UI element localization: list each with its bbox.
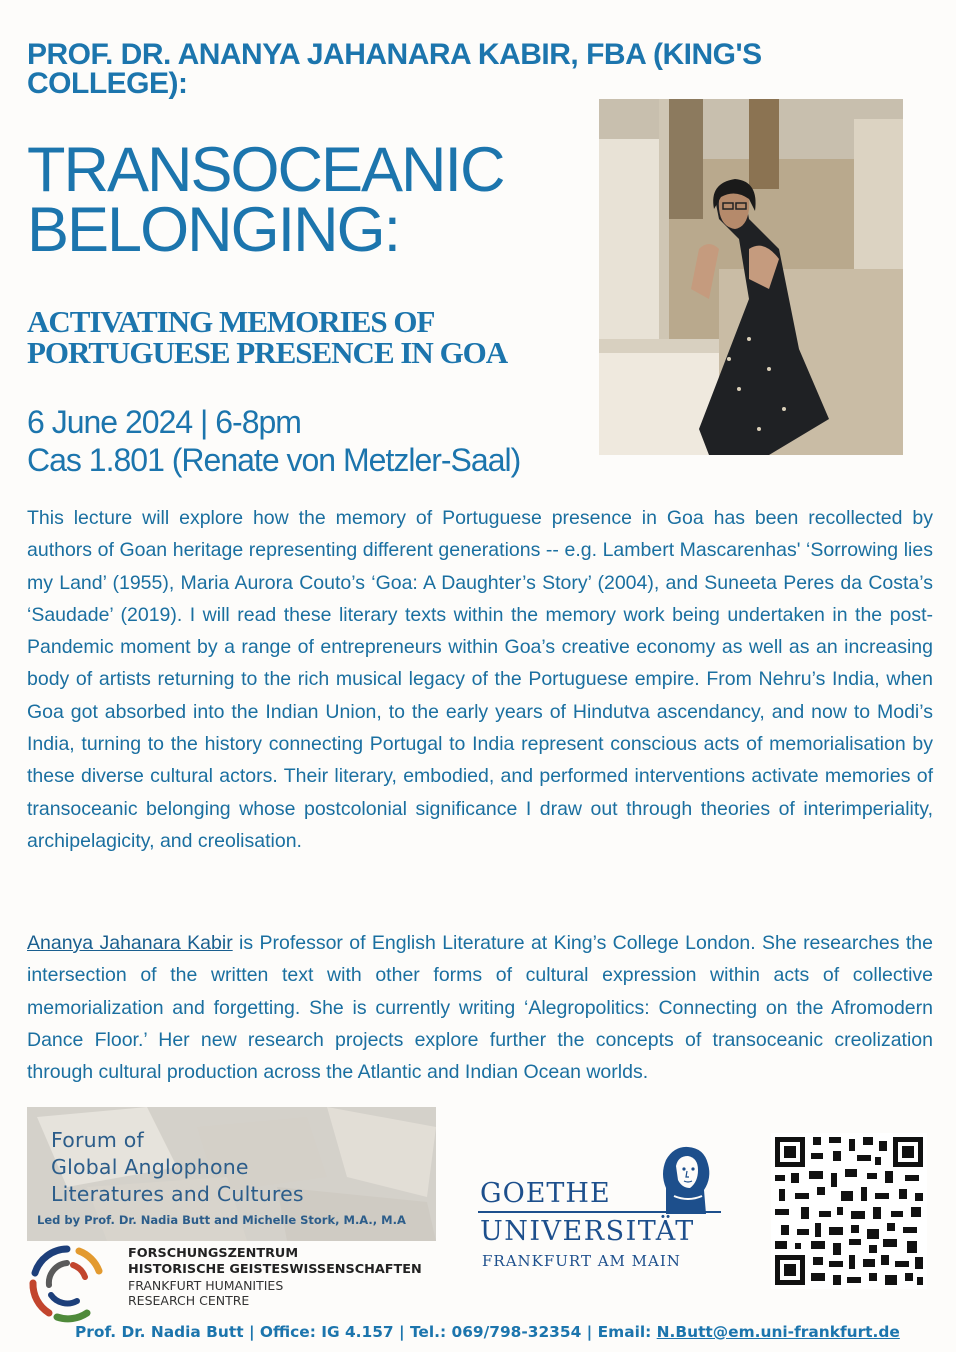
subtitle-line-2: PORTUGUESE PRESENCE IN GOA xyxy=(27,335,508,370)
speaker-name-link[interactable]: Ananya Jahanara Kabir xyxy=(27,932,233,954)
goethe-divider xyxy=(478,1211,721,1213)
title-line-2: BELONGING: xyxy=(27,195,400,265)
research-centre-name xyxy=(128,1246,422,1308)
title-line-1: TRANSOCEANIC xyxy=(27,135,504,205)
forum-title-line-2: Global Anglophone xyxy=(51,1155,249,1179)
goethe-university-logo xyxy=(478,1140,723,1280)
research-centre-line-3: FRANKFURT HUMANITIES xyxy=(128,1278,284,1293)
research-centre-logo-icon xyxy=(27,1243,107,1323)
research-centre-line-2: HISTORISCHE GEISTESWISSENSCHAFTEN xyxy=(128,1262,422,1277)
goethe-portrait-icon xyxy=(654,1144,716,1214)
speaker-heading: PROF. DR. ANANYA JAHANARA KABIR, FBA (KING'S COLLEGE): xyxy=(27,38,762,100)
event-details xyxy=(27,403,587,479)
lecture-abstract: This lecture will explore how the memory of Portuguese presence in Goa has been recollected by authors of Goan heritage representing different generations -- e.g. Lambert Mascarenhas' ‘Sorrowing lies my Land’ (1955), Maria Aurora Couto’s ‘Goa: A Daughter’s Story’ (2004), and Suneeta Peres da Costa’s ‘Saudade’ (2019). I will read these literary texts within the memory work being undertaken in the post-Pandemic moment by a range of entrepreneurs within Goa’s creative economy as well as an increasing body of artists returning to the rich musical legacy of the Portuguese empire. From Nehru’s India, when Goa got absorbed into the Indian Union, to the early years of Hindutva ascendancy, and now to Modi’s India, turning to the history connecting Portugal to India represent conscious acts of memorialisation by these diverse cultural actors. Their literary, embodied, and performed interventions activate memories of transoceanic belonging whose postcolonial significance I draw out through theories of interimperiality, archipelagicity, and creolisation. xyxy=(27,507,933,852)
goethe-city: FRANKFURT AM MAIN xyxy=(482,1252,681,1270)
event-location: Cas 1.801 (Renate von Metzler-Saal) xyxy=(27,442,521,478)
forum-title-line-1: Forum of xyxy=(51,1128,144,1152)
speaker-bio-text: is Professor of English Literature at King’s College London. She researches the intersection of the written text with other forms of cultural expression within acts of collective memorialization and forgetting. She is currently writing ‘Alegropolitics: Connecting on the Afromodern Dance Floor.’ Her new research projects explore further the concepts of transoceanic creolization through cultural production across the Atlantic and Indian Ocean worlds. xyxy=(27,932,933,1084)
speaker-bio xyxy=(27,927,933,1088)
goethe-university: UNIVERSITÄT xyxy=(480,1216,695,1247)
lecture-subtitle xyxy=(27,306,587,368)
research-centre-line-4: RESEARCH CENTRE xyxy=(128,1293,250,1308)
email-link[interactable]: N.Butt@em.uni-frankfurt.de xyxy=(656,1323,900,1341)
lecture-title xyxy=(27,135,587,265)
forum-led-by: Led by Prof. Dr. Nadia Butt and Michelle Stork, M.A., M.A xyxy=(37,1213,406,1227)
event-date-time: 6 June 2024 | 6-8pm xyxy=(27,404,301,440)
speaker-photo xyxy=(599,99,903,455)
goethe-name: GOETHE xyxy=(480,1178,611,1209)
qr-code-icon[interactable] xyxy=(771,1133,927,1289)
contact-footer xyxy=(75,1323,935,1341)
research-centre-line-1: FORSCHUNGSZENTRUM xyxy=(128,1246,299,1261)
contact-text: Prof. Dr. Nadia Butt | Office: IG 4.157 | Tel.: 069/798-32354 | Email: xyxy=(75,1323,657,1341)
forum-title xyxy=(51,1127,304,1208)
subtitle-line-1: ACTIVATING MEMORIES OF xyxy=(27,304,435,339)
forum-title-line-3: Literatures and Cultures xyxy=(51,1182,304,1206)
forum-banner xyxy=(27,1107,436,1241)
